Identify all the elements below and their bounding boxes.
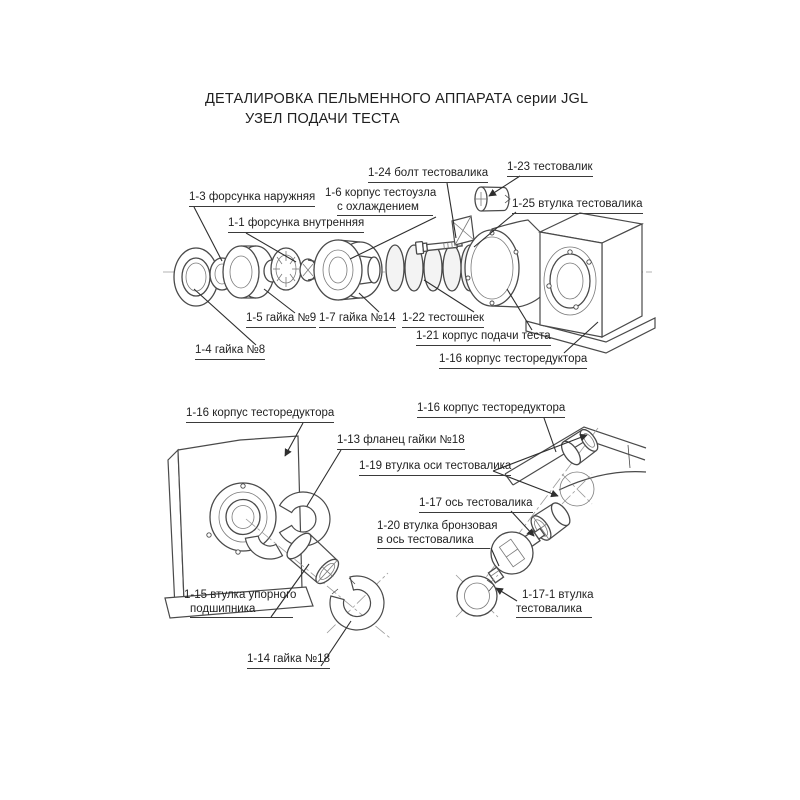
diagram-title-line2: УЗЕЛ ПОДАЧИ ТЕСТА	[245, 111, 400, 127]
part-label-1-14: 1-14 гайка №18	[247, 653, 330, 669]
diagram-title-line1: ДЕТАЛИРОВКА ПЕЛЬМЕННОГО АППАРАТА серии JGL	[205, 91, 589, 107]
part-label-1-1: 1-1 форсунка внутренняя	[228, 217, 364, 233]
part-label-1-6: 1-6 корпус тестоузла с охлаждением	[325, 187, 436, 216]
part-label-1-5: 1-5 гайка №9	[246, 312, 316, 328]
part-label-1-24: 1-24 болт тестовалика	[368, 167, 488, 183]
part-label-1-7: 1-7 гайка №14	[319, 312, 396, 328]
drawing-part-1-23-roller	[474, 187, 510, 211]
part-label-1-21: 1-21 корпус подачи теста	[416, 330, 551, 346]
part-label-1-13: 1-13 фланец гайки №18	[337, 434, 465, 450]
part-label-1-22: 1-22 тестошнек	[402, 312, 484, 328]
drawing-part-1-17-axis	[491, 527, 546, 574]
part-label-1-16-left: 1-16 корпус тесторедуктора	[186, 407, 334, 423]
part-label-1-23: 1-23 тестовалик	[507, 161, 593, 177]
drawing-part-1-17-1-bushing	[456, 575, 498, 617]
drawing-part-1-1-nozzle	[271, 248, 301, 290]
part-label-1-20: 1-20 втулка бронзовая в ось тестовалика	[377, 520, 497, 549]
drawing-part-1-6-housing-disc	[314, 240, 382, 300]
part-label-1-4: 1-4 гайка №8	[195, 344, 265, 360]
part-label-1-17: 1-17 ось тестовалика	[419, 497, 533, 513]
part-label-1-25: 1-25 втулка тестовалика	[512, 198, 643, 214]
part-label-1-3: 1-3 форсунка наружняя	[189, 191, 315, 207]
part-label-1-16-top: 1-16 корпус тесторедуктора	[439, 353, 587, 369]
drawing-phantom-circle	[560, 472, 594, 506]
part-label-1-15: 1-15 втулка упорного подшипника	[184, 589, 296, 618]
part-label-1-19: 1-19 втулка оси тестовалика	[359, 460, 511, 476]
part-label-1-17-1: 1-17-1 втулка тестовалика	[516, 589, 594, 618]
drawing-part-1-21-feed-housing	[465, 220, 544, 307]
part-label-1-16-right: 1-16 корпус тесторедуктора	[417, 402, 565, 418]
